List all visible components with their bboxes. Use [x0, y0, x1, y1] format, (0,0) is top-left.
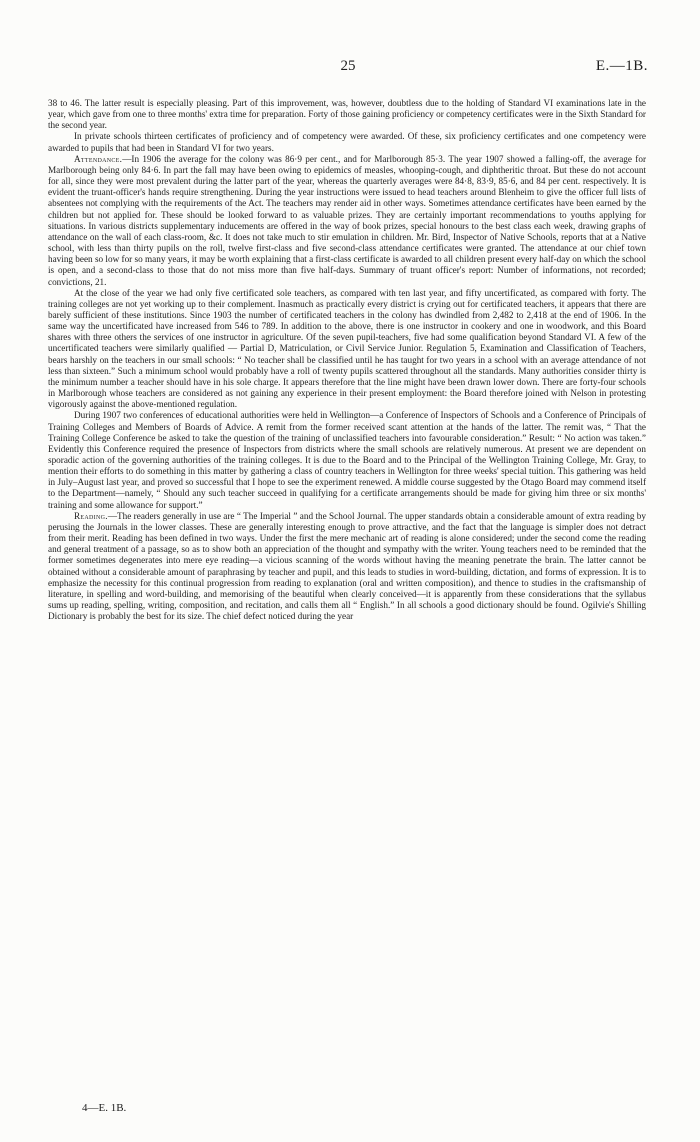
- document-code: E.—1B.: [595, 58, 648, 74]
- section-heading-attendance: Attendance.: [74, 153, 123, 164]
- paragraph-text: —In 1906 the average for the colony was 86·9 per cent., and for Marlborough 85·3. The year 1907 showed a falling-off, the average for Marlborough being only 84·6. In part the fall may have been owing to epidemics of measles, whooping-cough, and diphtheritic throat. But these do not account for all, since they were most prevalent during the latter part of the year, whereas the quarterly averages were 84·8, 83·9, 85·6, and 84 per cent. respectively. It is evident the truant-officer's hands require strengthening. During the year instructions were issued to head teachers around Blenheim to give the officer full lists of absentees not complying with the requirements of the Act. The teachers may render aid in other ways. Sometimes attendance certificates have been earned by the children but not applied for. These should be looked forward to as valuable prizes. They are certainly important recommendations to youths applying for situations. In various districts supplementary inducements are offered in the way of book prizes, special honours to the best class each week, drawing graphs of attendance on the wall of each class-room, &c. It does not take much to stir emulation in children. Mr. Bird, Inspector of Native Schools, reports that at a Native school, with less than thirty pupils on the roll, twelve first-class and five second-class attendance certificates were granted. The attendance at our chief town having been so low for so many years, it may be worth explaining that a first-class certificate is awarded to all children present every half-day on which the school is open, and a second-class to those that do not miss more than five half-days. Summary of truant officer's report: Number of informations, not recorded; convictions, 21.: [48, 153, 646, 287]
- paragraph-conferences: [48, 410, 646, 510]
- paragraph-teachers: [48, 288, 646, 411]
- signature-mark: 4—E. 1B.: [82, 1102, 127, 1114]
- page-number: 25: [340, 58, 356, 74]
- paragraph-text: 38 to 46. The latter result is especially pleasing. Part of this improvement, was, however, doubtless due to the holding of Standard VI examinations late in the year, which gave from one to three months' extra time for preparation. Forty of those gaining proficiency or competency certificates were in the Sixth Standard for the second year.: [48, 98, 646, 131]
- paragraph-reading: [48, 511, 646, 623]
- paragraph-text: At the close of the year we had only five certificated sole teachers, as compared with ten last year, and fifty uncertificated, as compared with forty. The training colleges are not yet working up to their complement. Inasmuch as practically every district is crying out for certificated teachers, it appears that there are barely sufficient of these institutions. Since 1903 the number of certificated teachers in the colony has dwindled from 2,482 to 2,418 at the end of 1906. In the same way the uncertificated have increased from 546 to 789. In addition to the above, there is one instructor in cookery and one in woodwork, and this Board shares with three others the services of one instructor in agriculture. Of the seven pupil-teachers, five had some qualification beyond Standard VI. A few of the uncertificated teachers were similarly qualified — Partial D, Matriculation, or Civil Service Junior. Regulation 5, Examination and Classification of Teachers, bears harshly on the teachers in our small schools: “ No teacher shall be classified until he has taught for two years in a school with an average attendance of not less than sixteen.” Such a minimum school would probably have a roll of twenty pupils scattered throughout all the standards. Many authorities consider thirty is the minimum number a teacher should have in his sole charge. It appears therefore that the line might have been drawn lower down. There are forty-four schools in Marlborough whose teachers are considered as not gaining any experience in their present employment: the Board therefore joined with Nelson in protesting vigorously against the above-mentioned regulation.: [48, 287, 646, 410]
- paragraph-attendance: [48, 154, 646, 288]
- paragraph-private-schools: [48, 131, 646, 153]
- paragraph-text: In private schools thirteen certificates of proficiency and of competency were awarded. Of these, six proficiency certificates and one competency were awarded to pupils that had been in Standard VI for two years.: [48, 131, 646, 153]
- paragraph-text: —The readers generally in use are “ The Imperial ” and the School Journal. The upper standards obtain a considerable amount of extra reading by perusing the Journals in the lower classes. These are generally interesting enough to prove attractive, and the fact that the language is simpler does not detract from their merit. Reading has been defined in two ways. Under the first the mere mechanic art of reading is alone considered; under the second come the reading and general treatment of a passage, so as to show both an appreciation of the thought and sympathy with the writer. Young teachers need to be reminded that the former sometimes degenerates into mere eye reading—a vicious scanning of the words without having the meaning penetrate the brain. The latter cannot be obtained without a considerable amount of paraphrasing by teacher and pupil, and this leads to studies in word-building, dictation, and forms of expression. It is to emphasize the necessity for this continual progression from reading to explanation (oral and written composition), and thence to studies in the craftsmanship of literature, in spelling and word-building, and memorising of the beautiful when clearly conceived—it is apparently from these considerations that the syllabus sums up reading, spelling, writing, composition, and recitation, and calls them all “ English.” In all schools a good dictionary should be found. Ogilvie's Shilling Dictionary is probably the best for its size. The chief defect noticed during the year: [48, 510, 646, 622]
- report-body: [48, 98, 646, 622]
- paragraph-standard-vi: [48, 98, 646, 131]
- paragraph-text: During 1907 two conferences of educational authorities were held in Wellington—a Conference of Inspectors of Schools and a Conference of Principals of Training Colleges and Members of Boards of Advice. A remit from the former received scant attention at the hands of the latter. The remit was, “ That the Training College Conference be asked to take the question of the training of unclassified teachers into favourable consideration.” Result: “ No action was taken.” Evidently this Conference required the presence of Inspectors from districts where the small schools are relatively numerous. At present we are dependent on sporadic action of the governing authorities of the training colleges. It is due to the Board and to the Principal of the Wellington Training College, Mr. Gray, to mention their efforts to do something in this matter by gathering a class of country teachers in Wellington for three weeks' special tuition. This gathering was held in July–August last year, and proved so successful that I hope to see the experiment renewed. A middle course suggested by the Otago Board may commend itself to the Department—namely, “ Should any such teacher succeed in qualifying for a certificate arrangements should be made for giving him three or six months' training and some allowance for support.”: [48, 410, 646, 510]
- page-header: [48, 58, 648, 80]
- section-heading-reading: Reading.: [74, 510, 108, 521]
